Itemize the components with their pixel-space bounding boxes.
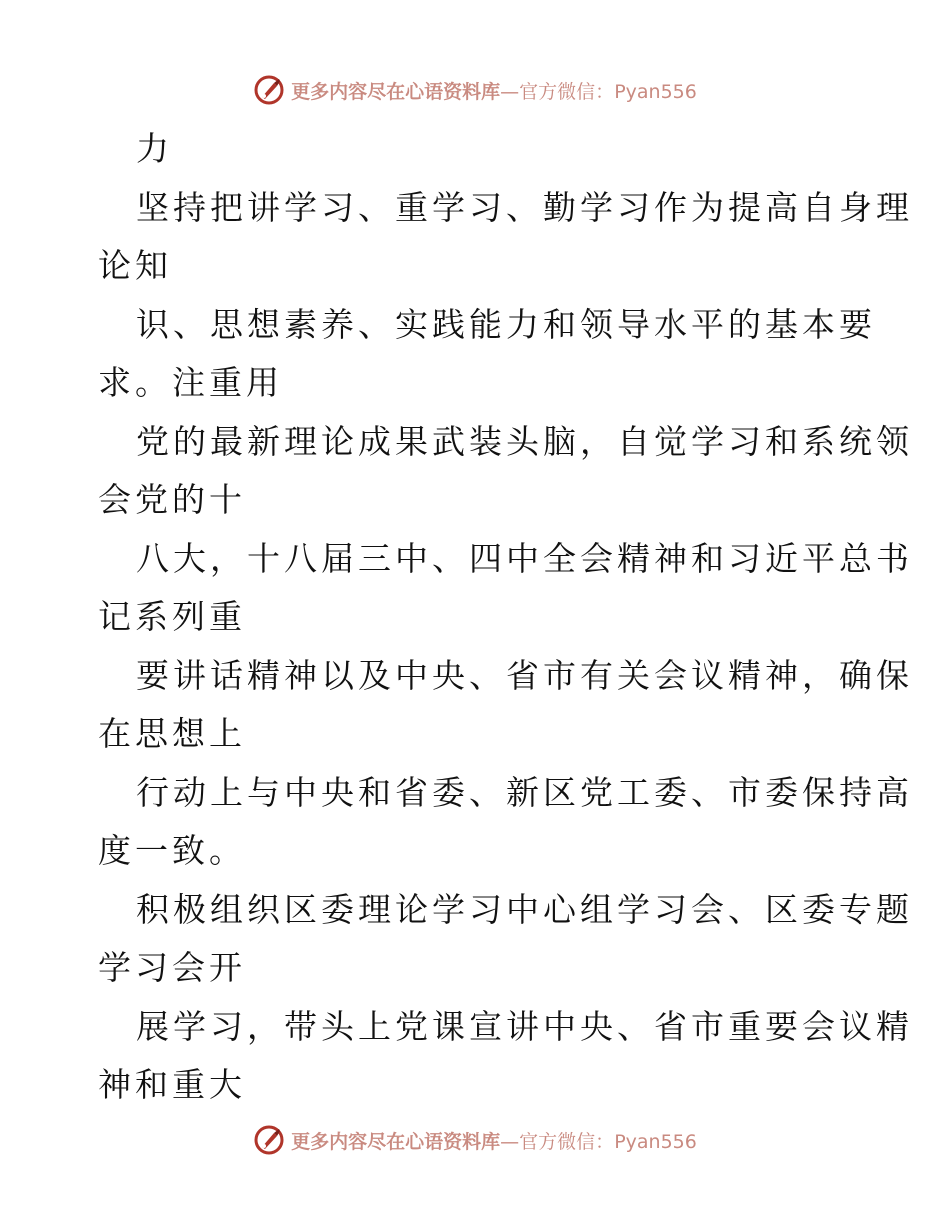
text-line: 坚持把讲学习、重学习、勤学习作为提高自身理 — [136, 187, 913, 227]
text-line: 积极组织区委理论学习中心组学习会、区委专题 — [136, 889, 913, 929]
text-line: 求。注重用 — [98, 363, 283, 402]
watermark-text — [291, 1127, 697, 1154]
text-line: 党的最新理论成果武装头脑，自觉学习和系统领 — [136, 421, 913, 461]
header-watermark — [0, 72, 950, 108]
text-line: 度一致。 — [98, 831, 246, 870]
watermark-label: 官方微信： — [519, 80, 615, 103]
watermark-id: Pyan556 — [614, 1130, 697, 1153]
text-line: 力 — [136, 129, 173, 168]
watermark-dash: — — [500, 80, 520, 103]
footer-watermark — [0, 1122, 950, 1158]
quill-pen-logo-icon — [253, 1124, 285, 1156]
text-line: 要讲话精神以及中央、省市有关会议精神，确保 — [136, 655, 913, 695]
text-line: 记系列重 — [98, 597, 246, 636]
text-line: 论知 — [98, 246, 172, 285]
text-line: 会党的十 — [98, 480, 246, 519]
watermark-site: 更多内容尽在心语资料库 — [291, 1130, 501, 1153]
watermark-dash: — — [500, 1130, 520, 1153]
text-line: 行动上与中央和省委、新区党工委、市委保持高 — [136, 772, 913, 812]
document-body — [98, 120, 913, 1115]
text-line: 八大，十八届三中、四中全会精神和习近平总书 — [136, 538, 913, 578]
watermark-id: Pyan556 — [614, 80, 697, 103]
text-line: 识、思想素养、实践能力和领导水平的基本要 — [136, 304, 876, 344]
quill-pen-logo-icon — [253, 74, 285, 106]
text-line: 在思想上 — [98, 714, 246, 753]
watermark-text — [291, 77, 697, 104]
text-line: 神和重大 — [98, 1065, 246, 1104]
text-line: 学习会开 — [98, 948, 246, 987]
text-line: 展学习，带头上党课宣讲中央、省市重要会议精 — [136, 1006, 913, 1046]
watermark-label: 官方微信： — [519, 1130, 615, 1153]
watermark-site: 更多内容尽在心语资料库 — [291, 80, 501, 103]
